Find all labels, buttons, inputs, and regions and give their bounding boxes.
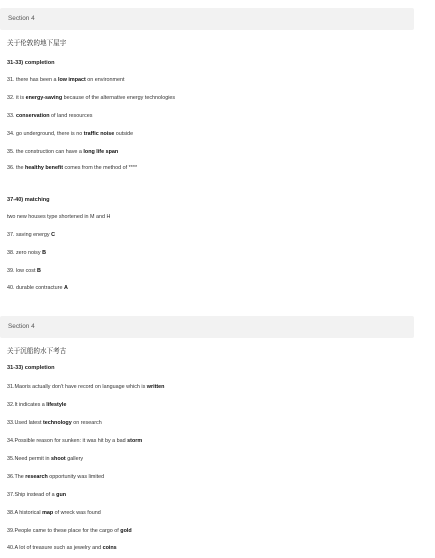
item-text: 39. low cost	[7, 268, 37, 274]
item-answer: traffic noise	[83, 131, 115, 137]
item-text: 37.Ship instead of a	[7, 492, 57, 498]
section-header-label: Section 4	[8, 323, 35, 330]
section-header	[0, 8, 414, 30]
answer-item	[7, 77, 124, 84]
item-text: 32.It indicates a	[7, 402, 47, 408]
item-text: 32. it is	[7, 95, 26, 101]
item-text: 35.Need permit in	[7, 456, 52, 462]
item-answer: low impact	[57, 77, 86, 83]
answer-item	[7, 149, 118, 156]
item-text: 40.A lot of treasure such as jewelry and	[7, 545, 103, 551]
answer-item	[7, 438, 142, 445]
answer-item	[7, 402, 66, 409]
answer-item	[7, 456, 83, 463]
answer-item	[7, 384, 164, 391]
item-answer: lifestyle	[46, 402, 67, 408]
item-answer: map	[42, 510, 54, 516]
item-answer: C	[51, 232, 55, 238]
item-text: of wreck was found	[53, 510, 101, 516]
item-answer: conservation	[16, 113, 50, 119]
item-text: 35. the construction can have a	[7, 149, 84, 155]
item-text: 36.The	[7, 474, 26, 480]
item-answer: B	[36, 268, 41, 274]
item-text: 39.People came to these place for the cargo of	[7, 528, 121, 534]
item-text: comes from the method of ****	[63, 165, 138, 171]
part-heading: 37-40) matching	[7, 197, 50, 203]
item-text: 31. there has been a	[7, 77, 58, 83]
item-text: 36. the	[7, 165, 25, 171]
item-answer: gun	[56, 492, 67, 498]
item-text: 33.Used latest	[7, 420, 43, 426]
item-text: opportunity was limited	[47, 474, 105, 480]
answer-item	[7, 492, 66, 499]
item-text: gallery	[65, 456, 84, 462]
part-heading: 31-33) completion	[7, 365, 55, 371]
item-text: because of the alternative energy technologies	[62, 95, 176, 101]
item-text: 33.	[7, 113, 16, 119]
item-text: 34.Possible reason for sunken: it was hit by a bad	[7, 438, 128, 444]
part-intro: two new houses type shortened in M and H	[7, 214, 111, 220]
item-text: 34. go underground, there is no	[7, 131, 84, 137]
answer-item	[7, 285, 68, 292]
item-answer: long life span	[83, 149, 119, 155]
answer-item	[7, 165, 137, 172]
section-header	[0, 316, 414, 338]
item-text: on environment	[85, 77, 125, 83]
item-answer: storm	[127, 438, 143, 444]
item-answer: coins	[102, 545, 117, 551]
item-text: 38. zero noisy	[7, 250, 43, 256]
answer-item	[7, 113, 92, 120]
item-answer: energy-saving	[25, 95, 63, 101]
answer-item	[7, 268, 41, 275]
item-answer: shoot	[51, 456, 66, 462]
section-title: 关于沉船的水下考古	[7, 348, 67, 355]
answer-item	[7, 474, 104, 481]
item-text: outside	[114, 131, 134, 137]
item-answer: gold	[120, 528, 132, 534]
section-header-label: Section 4	[8, 15, 35, 22]
answer-item	[7, 95, 175, 102]
part-heading: 31-33) completion	[7, 60, 55, 66]
item-answer: A	[63, 285, 68, 291]
answer-item	[7, 545, 117, 552]
item-answer: B	[42, 250, 46, 256]
answer-item	[7, 528, 132, 535]
item-text: on research	[71, 420, 102, 426]
item-answer: healthy benefit	[24, 165, 64, 171]
item-text: of land resources	[49, 113, 93, 119]
item-text: 37. saving energy	[7, 232, 52, 238]
answer-item	[7, 250, 46, 257]
item-answer: research	[25, 474, 48, 480]
item-answer: written	[146, 384, 165, 390]
answer-item	[7, 232, 55, 239]
section-title: 关于伦敦的地下屋宇	[7, 40, 67, 47]
item-text: 38.A historical	[7, 510, 43, 516]
answer-item	[7, 131, 133, 138]
item-answer: technology	[42, 420, 72, 426]
item-text: 31.Maoris actually don't have record on language which is	[7, 384, 147, 390]
answer-item	[7, 510, 101, 517]
answer-item	[7, 420, 102, 427]
item-text: 40. durable contracture	[7, 285, 64, 291]
